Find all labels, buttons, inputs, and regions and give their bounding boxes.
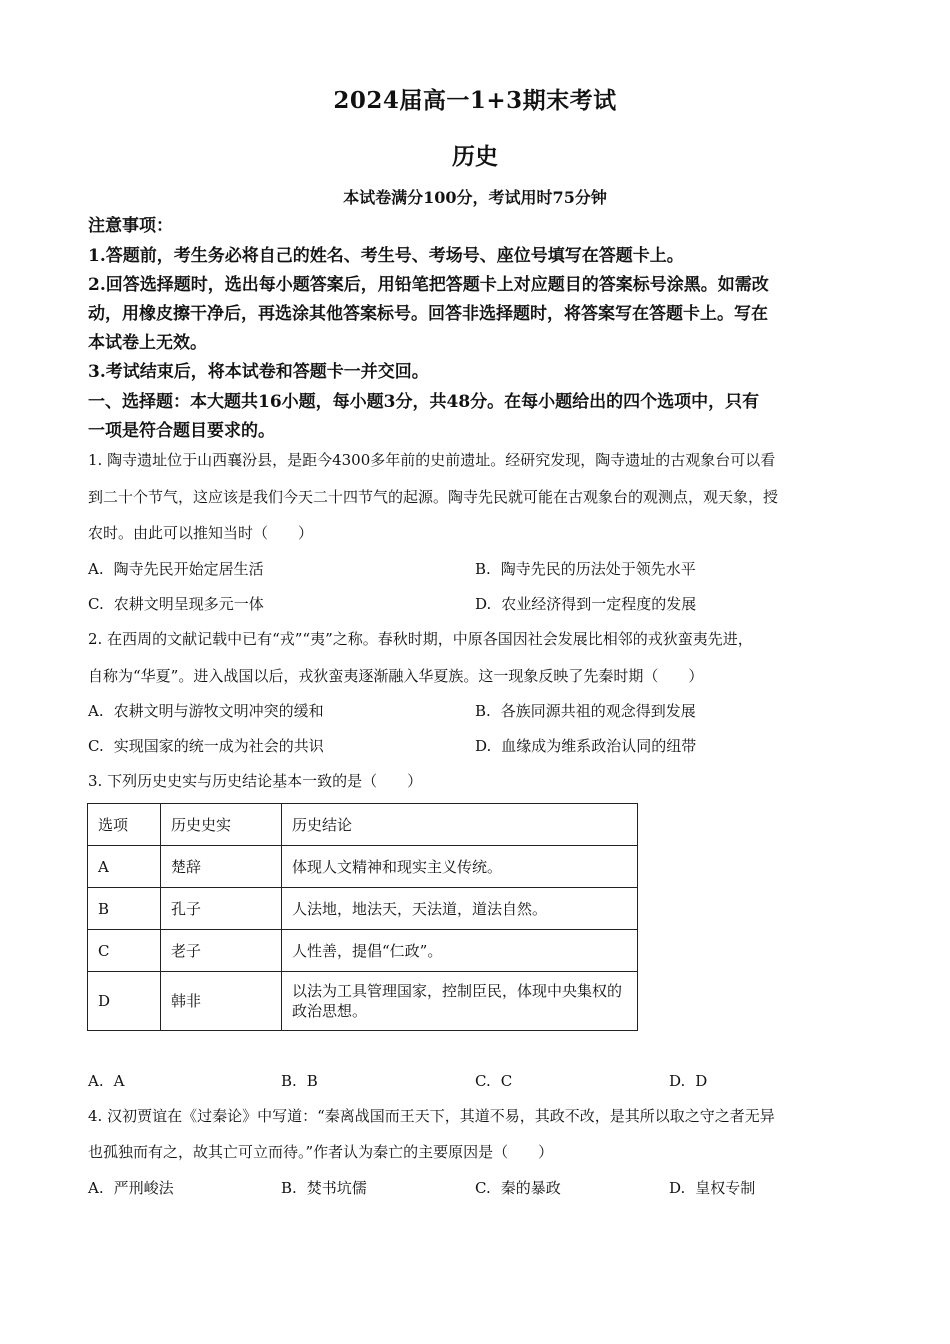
exam-title: 2024届高一1+3期末考试 <box>333 87 617 114</box>
option-label: B. <box>475 560 491 578</box>
option-text: C <box>500 1072 513 1090</box>
option-text: 农耕文明与游牧文明冲突的缓和 <box>113 702 324 720</box>
option-text: A <box>113 1072 125 1090</box>
question-3-option-a[interactable] <box>88 1070 124 1092</box>
question-1-option-d[interactable] <box>475 593 696 615</box>
question-1-option-c[interactable] <box>88 593 264 615</box>
question-1-text: 农时。由此可以推知当时（ ） <box>88 524 314 542</box>
option-label: C. <box>475 1179 491 1197</box>
table-cell: 以法为工具管理国家，控制臣民，体现中央集权的政治思想。 <box>282 972 638 1031</box>
question-4-option-a[interactable] <box>88 1177 174 1199</box>
option-text: B <box>306 1072 318 1090</box>
option-label: A. <box>88 560 104 578</box>
option-text: 农业经济得到一定程度的发展 <box>501 595 697 613</box>
table-header-cell: 历史结论 <box>282 804 638 846</box>
table-row <box>88 930 638 972</box>
question-2-option-d[interactable] <box>475 735 696 757</box>
question-2-text: 自称为“华夏”。进入战国以后，戎狄蛮夷逐渐融入华夏族。这一现象反映了先秦时期（ ） <box>88 667 704 685</box>
table-header-cell: 历史史实 <box>161 804 282 846</box>
table-cell: B <box>88 888 161 930</box>
notice-heading: 注意事项： <box>88 216 173 236</box>
option-text: 陶寺先民开始定居生活 <box>113 560 264 578</box>
question-4-text: 也孤独而有之，故其亡可立而待。”作者认为秦亡的主要原因是（ ） <box>88 1143 554 1161</box>
table-cell: D <box>88 972 161 1031</box>
notice-line: 2.回答选择题时，选出每小题答案后，用铅笔把答题卡上对应题目的答案标号涂黑。如需改 <box>88 275 769 295</box>
exam-info: 本试卷满分100分，考试用时75分钟 <box>343 188 607 207</box>
question-2-option-b[interactable] <box>475 700 696 722</box>
option-label: C. <box>475 1072 491 1090</box>
table-row <box>88 888 638 930</box>
question-4-option-b[interactable] <box>281 1177 367 1199</box>
option-text: 实现国家的统一成为社会的共识 <box>113 737 324 755</box>
question-3-text: 3. 下列历史史实与历史结论基本一致的是（ ） <box>88 772 423 790</box>
question-3-option-b[interactable] <box>281 1070 318 1092</box>
question-2-text: 2. 在西周的文献记载中已有“戎”“夷”之称。春秋时期，中原各国因社会发展比相邻的戎狄蛮夷先进， <box>88 630 753 648</box>
subject-title: 历史 <box>452 143 498 170</box>
table-cell: 韩非 <box>161 972 282 1031</box>
table-header-row <box>88 804 638 846</box>
option-label: A. <box>88 1072 104 1090</box>
table-cell: A <box>88 846 161 888</box>
option-label: D. <box>669 1179 686 1197</box>
notice-line: 3.考试结束后，将本试卷和答题卡一并交回。 <box>88 362 429 382</box>
question-4-text: 4. 汉初贾谊在《过秦论》中写道：“秦离战国而王天下，其道不易，其政不改，是其所以取之守之者无异 <box>88 1107 775 1125</box>
question-2-option-a[interactable] <box>88 700 324 722</box>
question-1-option-a[interactable] <box>88 558 264 580</box>
option-text: 焚书坑儒 <box>306 1179 367 1197</box>
table-row <box>88 972 638 1031</box>
option-label: B. <box>281 1072 297 1090</box>
table-header-cell: 选项 <box>88 804 161 846</box>
question-3-option-d[interactable] <box>669 1070 707 1092</box>
table-cell: 老子 <box>161 930 282 972</box>
option-text: D <box>695 1072 708 1090</box>
history-table <box>87 803 638 1031</box>
section-heading: 一、选择题：本大题共16小题，每小题3分，共48分。在每小题给出的四个选项中，只有 <box>88 392 760 412</box>
option-label: B. <box>281 1179 297 1197</box>
option-text: 血缘成为维系政治认同的纽带 <box>501 737 697 755</box>
question-1-text: 到二十个节气，这应该是我们今天二十四节气的起源。陶寺先民就可能在古观象台的观测点，观天象，授 <box>88 488 779 506</box>
option-text: 秦的暴政 <box>500 1179 561 1197</box>
option-label: D. <box>475 737 492 755</box>
notice-line: 动，用橡皮擦干净后，再选涂其他答案标号。回答非选择题时，将答案写在答题卡上。写在 <box>88 304 768 324</box>
table-cell: 人法地，地法天，天法道，道法自然。 <box>282 888 638 930</box>
question-1-text: 1. 陶寺遗址位于山西襄汾县，是距今4300多年前的史前遗址。经研究发现，陶寺遗址的古观象台可以看 <box>88 451 776 469</box>
option-label: B. <box>475 702 491 720</box>
option-label: A. <box>88 702 104 720</box>
option-label: D. <box>475 595 492 613</box>
question-4-option-c[interactable] <box>475 1177 561 1199</box>
question-3-option-c[interactable] <box>475 1070 512 1092</box>
option-text: 陶寺先民的历法处于领先水平 <box>500 560 696 578</box>
table-row <box>88 846 638 888</box>
option-text: 严刑峻法 <box>113 1179 174 1197</box>
option-label: C. <box>88 737 104 755</box>
table-cell: 孔子 <box>161 888 282 930</box>
option-label: D. <box>669 1072 686 1090</box>
section-heading: 一项是符合题目要求的。 <box>88 421 275 441</box>
notice-line: 本试卷上无效。 <box>88 333 207 353</box>
table-cell: 体现人文精神和现实主义传统。 <box>282 846 638 888</box>
notice-line: 1.答题前，考生务必将自己的姓名、考生号、考场号、座位号填写在答题卡上。 <box>88 246 684 266</box>
table-cell: 楚辞 <box>161 846 282 888</box>
option-label: C. <box>88 595 104 613</box>
table-cell: C <box>88 930 161 972</box>
question-2-option-c[interactable] <box>88 735 324 757</box>
option-text: 农耕文明呈现多元一体 <box>113 595 264 613</box>
table-cell: 人性善，提倡“仁政”。 <box>282 930 638 972</box>
option-text: 各族同源共祖的观念得到发展 <box>500 702 696 720</box>
option-label: A. <box>88 1179 104 1197</box>
option-text: 皇权专制 <box>695 1179 756 1197</box>
question-1-option-b[interactable] <box>475 558 696 580</box>
question-4-option-d[interactable] <box>669 1177 755 1199</box>
